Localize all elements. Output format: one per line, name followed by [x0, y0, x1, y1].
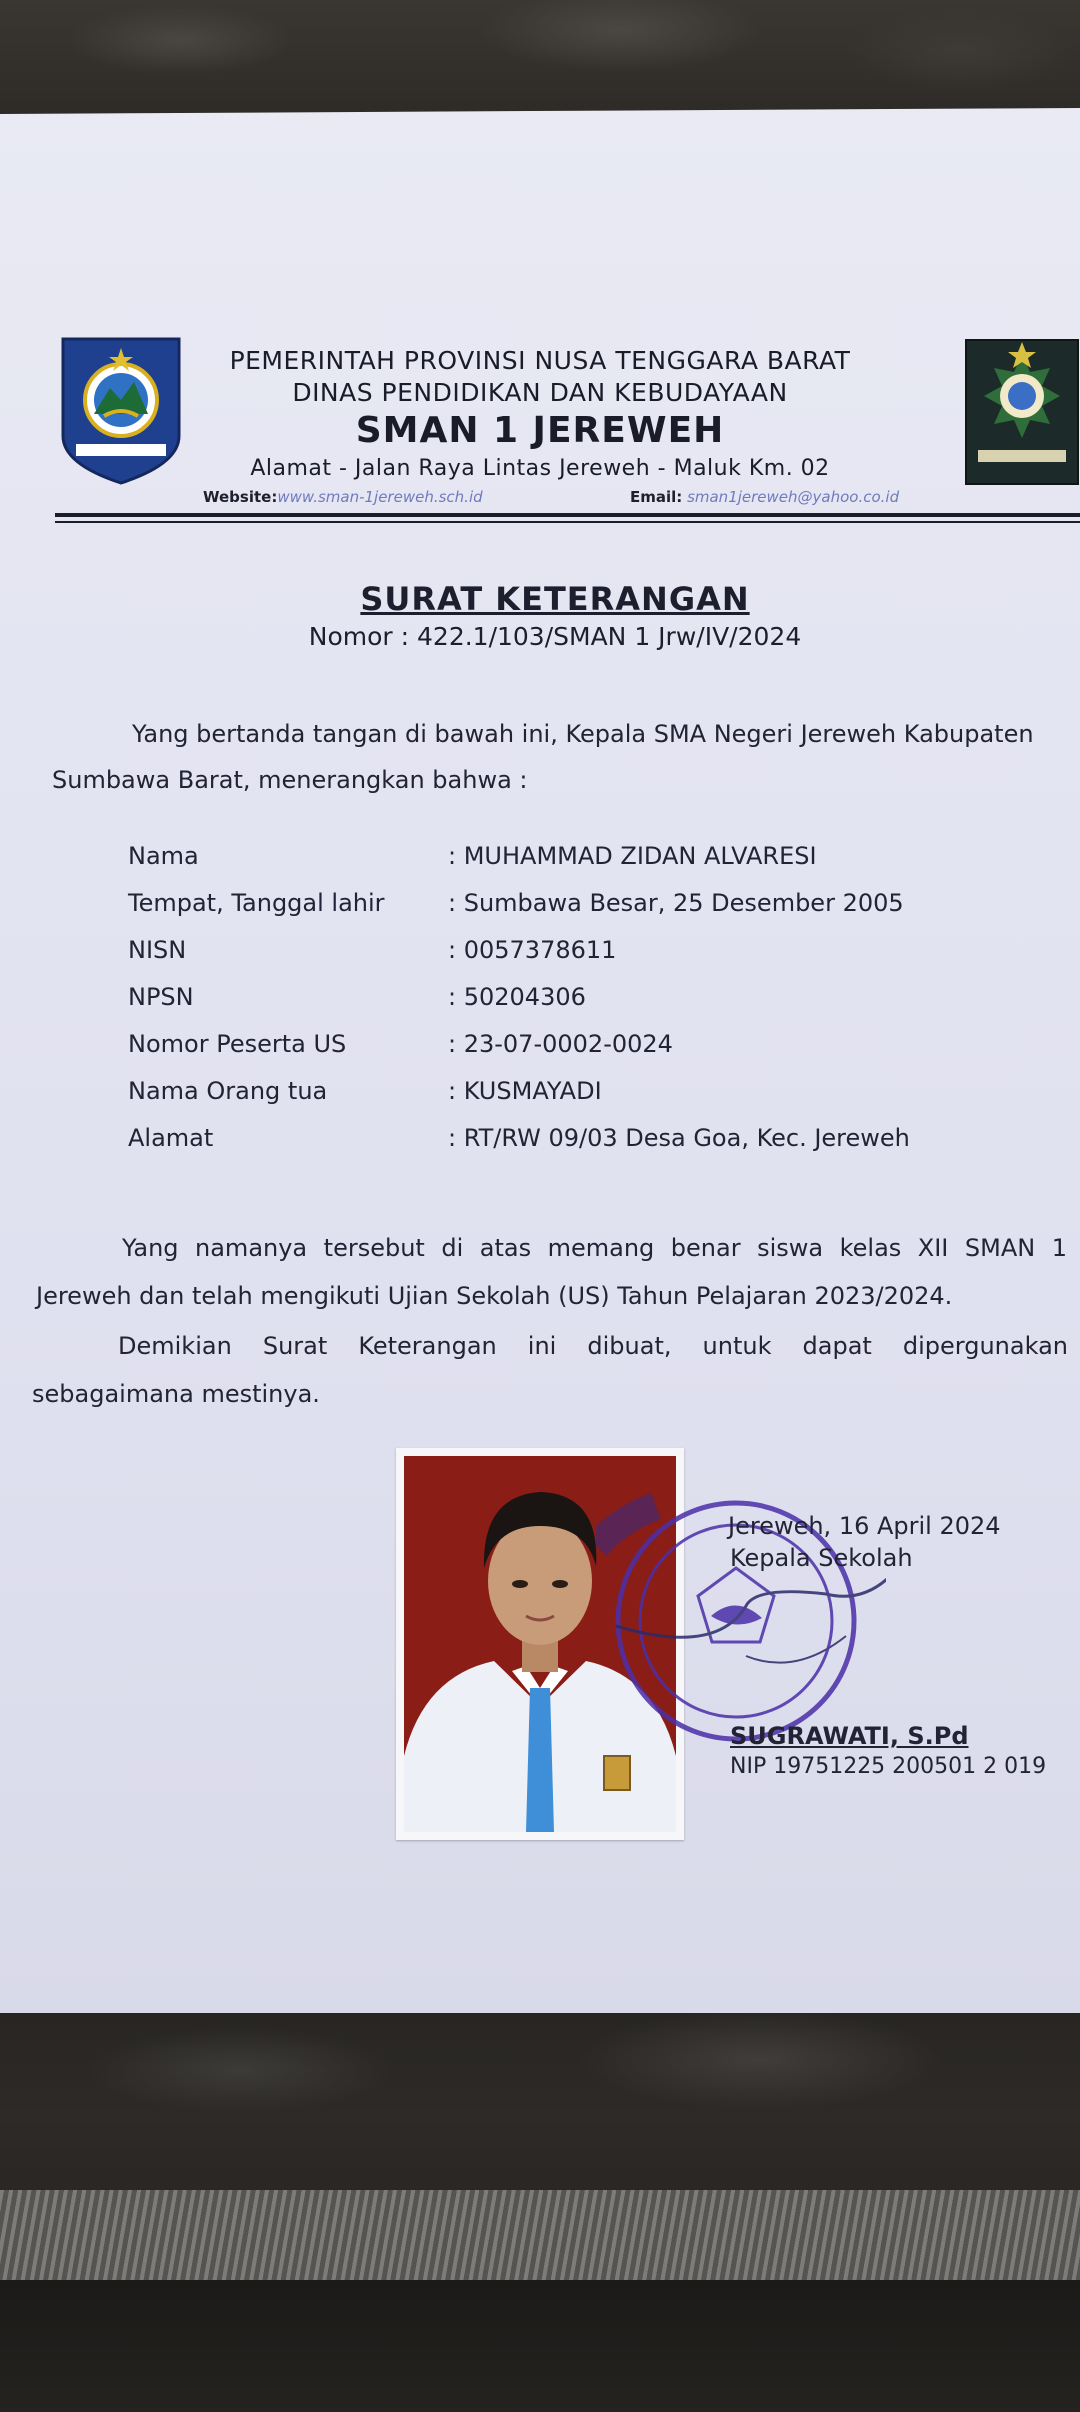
identity-value: : MUHAMMAD ZIDAN ALVARESI [448, 842, 817, 870]
identity-value: : 50204306 [448, 983, 586, 1011]
signature-name: SUGRAWATI, S.Pd [730, 1722, 969, 1750]
identity-value: : KUSMAYADI [448, 1077, 602, 1105]
paragraph-2-line-2: Jereweh dan telah mengikuti Ujian Sekolah (US) Tahun Pelajaran 2023/2024. [36, 1282, 953, 1310]
email-label: Email: [630, 488, 683, 506]
identity-row [128, 889, 1028, 936]
school-emblem-icon [964, 338, 1080, 486]
identity-label: Alamat [128, 1124, 214, 1152]
kop-school-name: SMAN 1 JEREWEH [355, 410, 725, 451]
website-label: Website: [203, 488, 278, 506]
paragraph-2-line-1: Yang namanya tersebut di atas memang benar siswa kelas XII SMAN 1 [122, 1234, 1067, 1262]
kop-website [203, 488, 483, 506]
signature-position: Kepala Sekolah [730, 1544, 913, 1572]
signature-place-date: Jereweh, 16 April 2024 [728, 1512, 1001, 1540]
intro-line-2: Sumbawa Barat, menerangkan bahwa : [52, 766, 528, 794]
background-fabric-band [0, 2190, 1080, 2280]
email-value: sman1jereweh@yahoo.co.id [687, 488, 900, 506]
document-number: Nomor : 422.1/103/SMAN 1 Jrw/IV/2024 [308, 622, 802, 651]
paragraph-3-line-1: Demikian Surat Keterangan ini dibuat, untuk dapat dipergunakan [118, 1332, 1068, 1360]
identity-row [128, 936, 1028, 983]
identity-label: Nama [128, 842, 199, 870]
ntb-province-emblem-icon [60, 336, 182, 486]
identity-row [128, 842, 1028, 889]
identity-value: : 0057378611 [448, 936, 617, 964]
identity-label: Nomor Peserta US [128, 1030, 347, 1058]
identity-row [128, 1124, 1028, 1171]
identity-label: NPSN [128, 983, 194, 1011]
intro-line-1: Yang bertanda tangan di bawah ini, Kepala SMA Negeri Jereweh Kabupaten [132, 720, 1034, 748]
kop-line-province: PEMERINTAH PROVINSI NUSA TENGGARA BARAT [229, 346, 851, 375]
website-value: www.sman-1jereweh.sch.id [277, 488, 483, 506]
identity-label: NISN [128, 936, 187, 964]
identity-row [128, 1077, 1028, 1124]
identity-table [128, 842, 1028, 1171]
paragraph-3-line-2: sebagaimana mestinya. [32, 1380, 320, 1408]
identity-label: Nama Orang tua [128, 1077, 328, 1105]
kop-email [630, 488, 899, 506]
kop-line-department: DINAS PENDIDIKAN DAN KEBUDAYAAN [292, 378, 788, 407]
kop-rule-thick [55, 513, 1080, 517]
background-floor [0, 2280, 1080, 2412]
identity-row [128, 1030, 1028, 1077]
document-title: SURAT KETERANGAN [360, 580, 750, 618]
signature-nip: NIP 19751225 200501 2 019 [730, 1754, 1047, 1779]
identity-row [128, 983, 1028, 1030]
identity-value: : RT/RW 09/03 Desa Goa, Kec. Jereweh [448, 1124, 910, 1152]
identity-value: : 23-07-0002-0024 [448, 1030, 673, 1058]
identity-value: : Sumbawa Besar, 25 Desember 2005 [448, 889, 904, 917]
kop-rule-thin [55, 521, 1080, 523]
kop-address: Alamat - Jalan Raya Lintas Jereweh - Maluk Km. 02 [250, 456, 830, 481]
identity-label: Tempat, Tanggal lahir [128, 889, 385, 917]
